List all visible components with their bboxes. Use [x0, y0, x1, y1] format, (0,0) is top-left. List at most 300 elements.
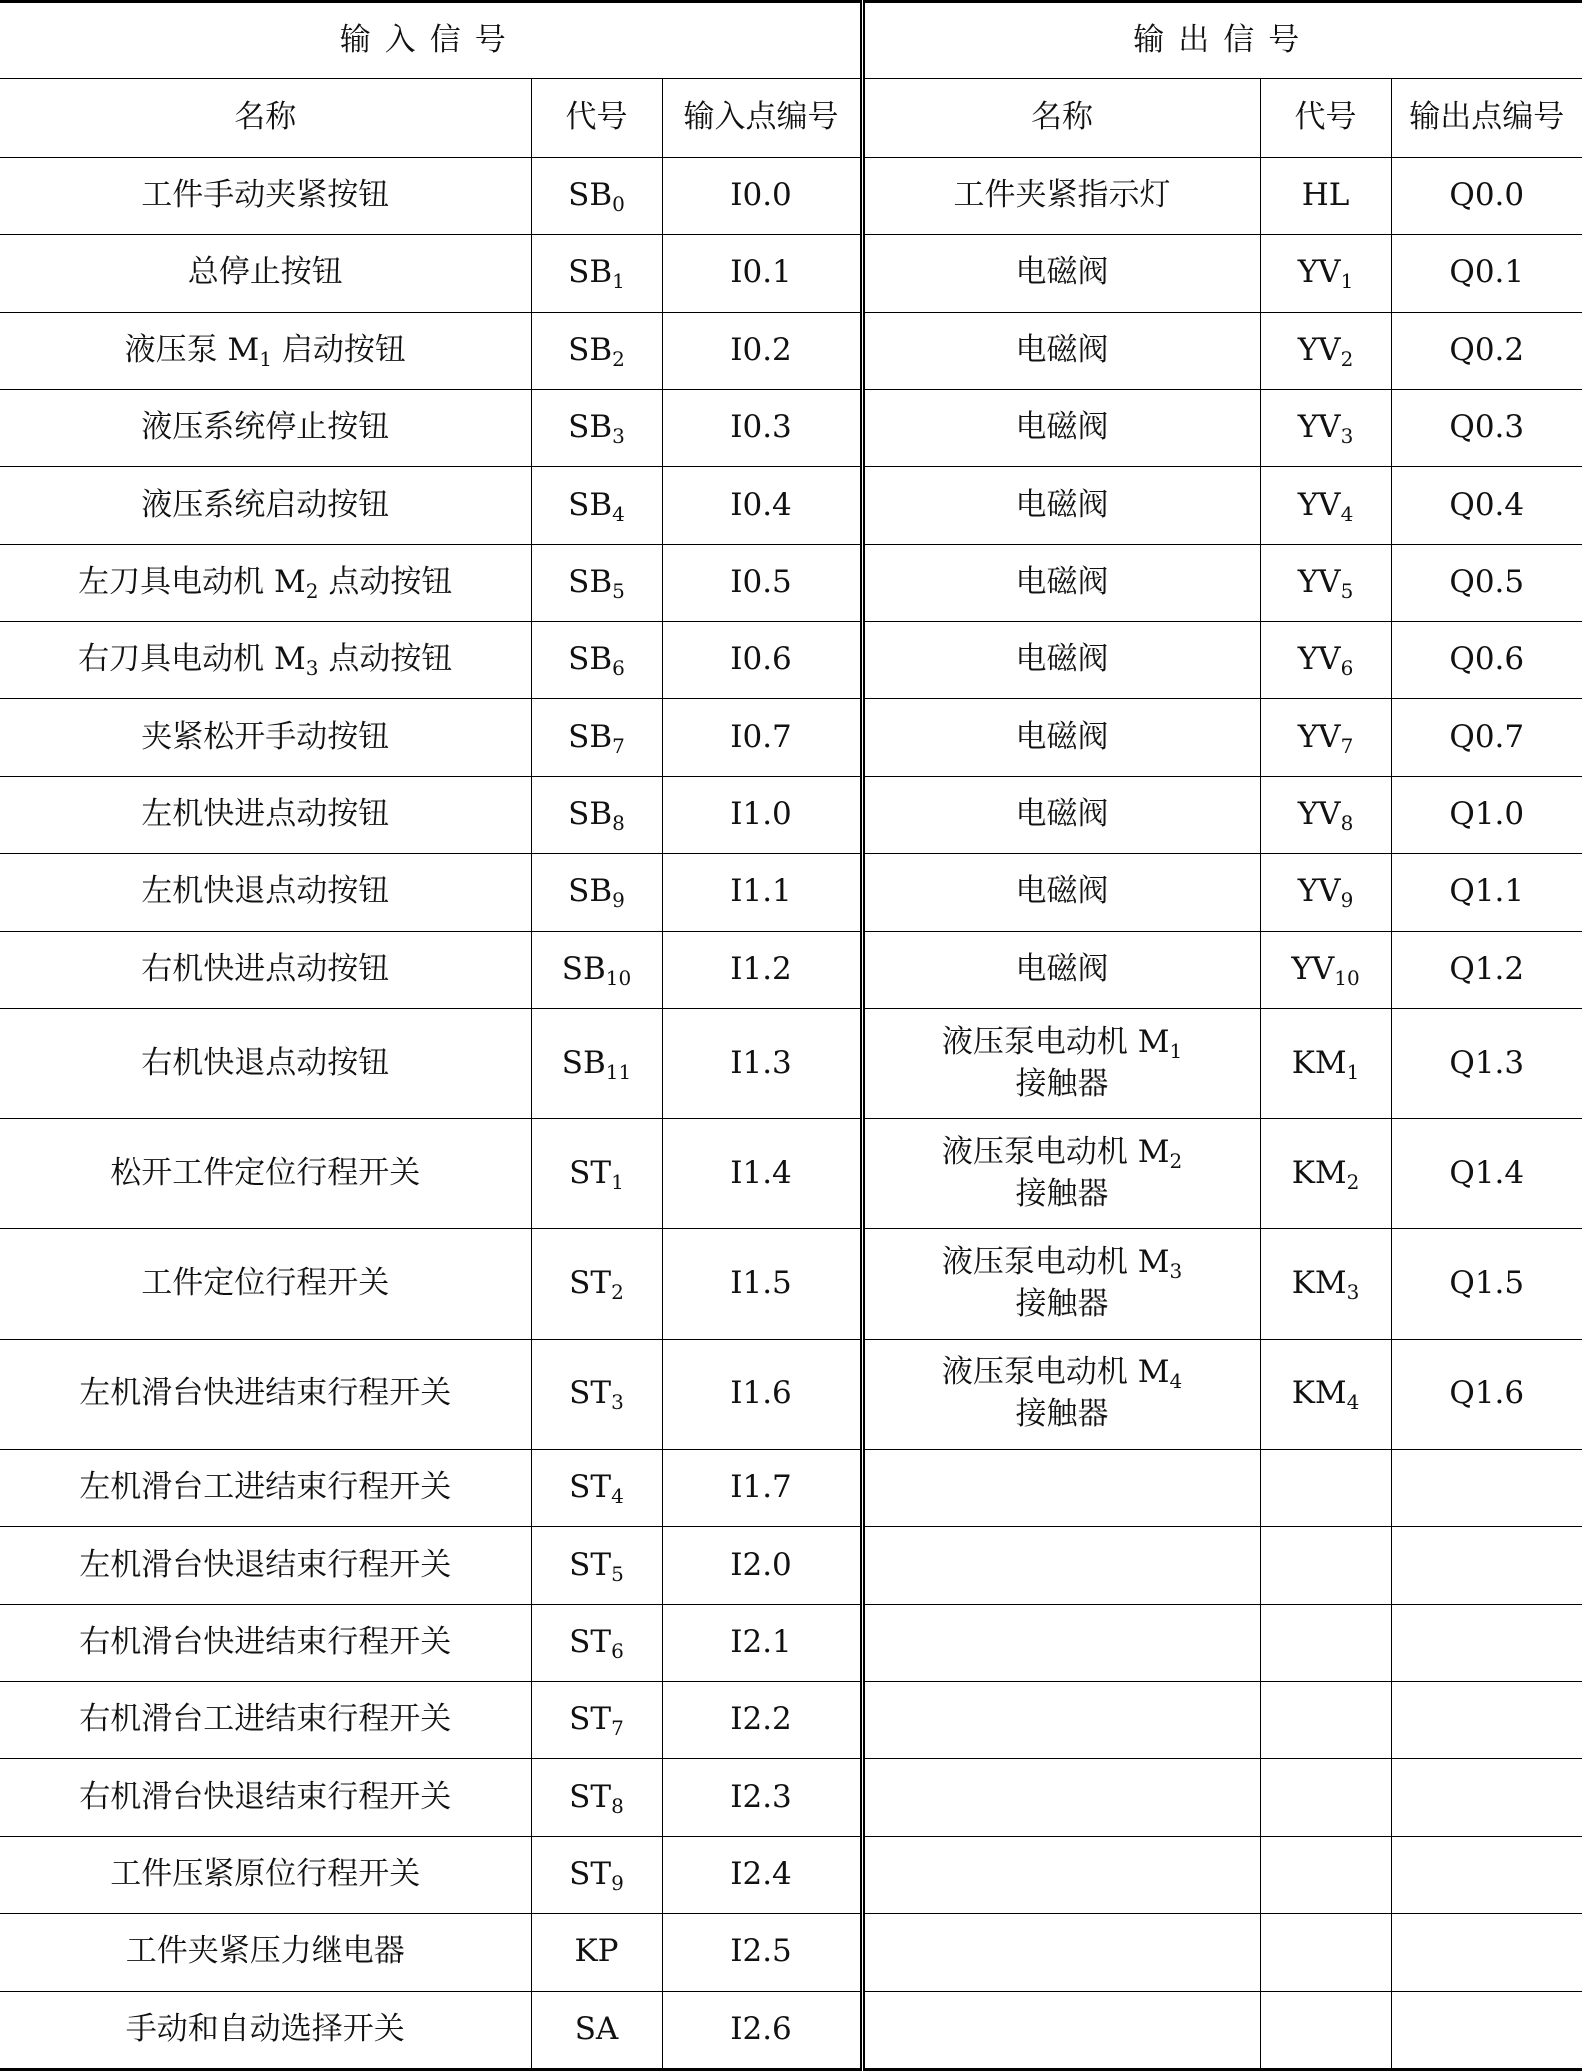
output-name-cell: [862, 1914, 1260, 1991]
col-header-input-point: 输入点编号: [662, 78, 862, 157]
input-point-text: I1.7: [730, 1469, 792, 1506]
table-row: [0, 1836, 1582, 1913]
table-row: [0, 1604, 1582, 1681]
output-point-text: Q1.5: [1449, 1265, 1525, 1302]
output-code-cell: [1260, 1836, 1391, 1913]
input-point-cell: [662, 699, 862, 776]
table-row: [0, 1449, 1582, 1526]
output-code-cell: [1260, 1119, 1391, 1229]
output-name-cell: [862, 544, 1260, 621]
output-code-cell: [1260, 699, 1391, 776]
table-row: [0, 854, 1582, 931]
table-row: [0, 312, 1582, 389]
output-name-cell: [862, 1339, 1260, 1449]
input-point-text: I0.0: [730, 177, 792, 214]
table-row: [0, 235, 1582, 312]
input-point-text: I1.3: [730, 1044, 792, 1081]
output-point-cell: [1391, 1991, 1582, 2070]
output-point-cell: [1391, 1449, 1582, 1526]
output-name-cell: [862, 1604, 1260, 1681]
input-code-text: SB: [568, 254, 613, 291]
input-name-cell: [0, 1604, 531, 1681]
output-name-text: 液压泵电动机 M: [941, 1354, 1170, 1391]
output-code-cell: [1260, 1008, 1391, 1118]
output-code-cell: [1260, 312, 1391, 389]
output-name-text: 液压泵电动机 M: [941, 1244, 1170, 1281]
input-name-cell: [0, 1229, 531, 1339]
input-point-cell: [662, 1008, 862, 1118]
output-code-text: KM: [1291, 1375, 1347, 1412]
table-row: [0, 157, 1582, 234]
input-point-text: I1.5: [730, 1265, 792, 1302]
output-name-line2: 接触器: [1015, 1286, 1109, 1322]
output-code-cell: [1260, 157, 1391, 234]
input-point-cell: [662, 1119, 862, 1229]
input-name-cell: [0, 699, 531, 776]
output-code-subscript: 5: [1340, 578, 1354, 603]
output-name-cell: [862, 1759, 1260, 1836]
input-point-cell: [662, 1759, 862, 1836]
output-point-cell: [1391, 1229, 1582, 1339]
output-point-cell: [1391, 1008, 1582, 1118]
input-point-text: I2.0: [730, 1546, 792, 1583]
input-code-text: ST: [569, 1154, 612, 1191]
input-point-text: I0.1: [730, 254, 792, 291]
output-code-subscript: 2: [1346, 1169, 1360, 1194]
output-point-text: Q1.4: [1449, 1154, 1525, 1191]
input-code-text: SB: [568, 486, 613, 523]
output-name-cell: [862, 1119, 1260, 1229]
output-point-cell: [1391, 544, 1582, 621]
output-name-subscript: 3: [1169, 1259, 1183, 1284]
output-point-cell: [1391, 389, 1582, 466]
output-name-cell: [862, 467, 1260, 544]
output-code-cell: [1260, 544, 1391, 621]
input-point-text: I1.2: [730, 950, 792, 987]
input-code-cell: [531, 544, 662, 621]
input-name-cell: [0, 622, 531, 699]
output-name-text: 电磁阀: [1015, 563, 1109, 600]
output-point-text: Q1.6: [1449, 1375, 1525, 1412]
input-code-text: SB: [568, 177, 613, 214]
input-name-text: 夹紧松开手动按钮: [141, 718, 390, 755]
input-code-text: KP: [574, 1933, 619, 1970]
output-point-cell: [1391, 157, 1582, 234]
input-point-text: I1.6: [730, 1375, 792, 1412]
output-point-cell: [1391, 699, 1582, 776]
input-code-text: SB: [568, 563, 613, 600]
input-name-cell: [0, 389, 531, 466]
input-name-cell: [0, 312, 531, 389]
output-name-cell: [862, 1527, 1260, 1604]
input-point-cell: [662, 1682, 862, 1759]
input-code-subscript: 4: [612, 501, 625, 526]
output-code-text: YV: [1297, 331, 1341, 368]
output-name-cell: [862, 1836, 1260, 1913]
input-point-text: I0.6: [730, 641, 792, 678]
output-code-cell: [1260, 1914, 1391, 1991]
output-code-cell: [1260, 389, 1391, 466]
output-name-cell: [862, 235, 1260, 312]
output-point-text: Q1.2: [1449, 950, 1525, 987]
output-point-text: Q0.0: [1449, 177, 1525, 214]
input-name-text: 工件夹紧压力继电器: [125, 1933, 405, 1970]
input-name-cell: [0, 931, 531, 1008]
input-point-cell: [662, 1604, 862, 1681]
output-name-cell: [862, 157, 1260, 234]
table-row: [0, 699, 1582, 776]
output-point-text: Q0.3: [1449, 409, 1525, 446]
input-code-cell: [531, 699, 662, 776]
input-code-subscript: 3: [612, 424, 625, 449]
input-name-text: 左机快退点动按钮: [141, 873, 390, 910]
input-code-cell: [531, 312, 662, 389]
output-code-subscript: 4: [1346, 1390, 1360, 1415]
input-code-subscript: 8: [612, 811, 625, 836]
input-code-subscript: 6: [611, 1638, 624, 1663]
input-code-text: ST: [569, 1856, 612, 1893]
input-code-cell: [531, 1914, 662, 1991]
input-point-cell: [662, 1836, 862, 1913]
input-name-text: 右机滑台工进结束行程开关: [79, 1701, 452, 1738]
input-code-text: SB: [568, 796, 613, 833]
input-name-cell: [0, 467, 531, 544]
input-name-subscript: 2: [305, 578, 319, 603]
input-point-cell: [662, 1229, 862, 1339]
output-code-subscript: 1: [1346, 1059, 1360, 1084]
table-row: [0, 1119, 1582, 1229]
output-code-text: YV: [1297, 641, 1341, 678]
input-point-text: I0.2: [730, 331, 792, 368]
output-code-cell: [1260, 467, 1391, 544]
input-name-cell: [0, 235, 531, 312]
input-code-cell: [531, 1449, 662, 1526]
table-row: [0, 1339, 1582, 1449]
input-name-cell: [0, 1914, 531, 1991]
input-code-cell: [531, 1682, 662, 1759]
input-code-subscript: 1: [612, 269, 625, 294]
col-header-output-name: 名称: [862, 78, 1260, 157]
input-code-subscript: 10: [605, 965, 632, 990]
col-header-input-name: 名称: [0, 78, 531, 157]
input-name-text: 右机快进点动按钮: [141, 950, 390, 987]
output-code-cell: [1260, 931, 1391, 1008]
input-name-text: 液压系统停止按钮: [141, 409, 390, 446]
input-code-subscript: 0: [612, 192, 625, 217]
output-name-cell: [862, 1991, 1260, 2070]
input-name-text: 液压系统启动按钮: [141, 486, 390, 523]
output-name-cell: [862, 699, 1260, 776]
output-code-cell: [1260, 776, 1391, 853]
output-point-text: Q1.3: [1449, 1044, 1525, 1081]
input-name-cell: [0, 1119, 531, 1229]
output-point-cell: [1391, 931, 1582, 1008]
output-point-text: Q0.1: [1449, 254, 1525, 291]
table-row: [0, 622, 1582, 699]
input-name-text: 工件定位行程开关: [141, 1265, 390, 1302]
input-code-cell: [531, 1836, 662, 1913]
output-code-cell: [1260, 1604, 1391, 1681]
output-code-text: YV: [1297, 796, 1341, 833]
input-name-cell: [0, 854, 531, 931]
input-code-subscript: 2: [612, 346, 625, 371]
output-code-cell: [1260, 1339, 1391, 1449]
input-point-text: I0.5: [730, 563, 792, 600]
input-point-text: I1.0: [730, 796, 792, 833]
output-code-subscript: 1: [1340, 269, 1354, 294]
input-code-subscript: 4: [611, 1484, 624, 1509]
output-name-text: 电磁阀: [1015, 950, 1109, 987]
output-code-cell: [1260, 1229, 1391, 1339]
output-code-subscript: 9: [1340, 888, 1354, 913]
input-code-subscript: 5: [611, 1561, 624, 1586]
output-point-cell: [1391, 854, 1582, 931]
output-code-text: KM: [1291, 1044, 1347, 1081]
input-code-text: ST: [569, 1701, 612, 1738]
input-point-cell: [662, 931, 862, 1008]
output-name-text: 电磁阀: [1015, 486, 1109, 523]
table-row: [0, 931, 1582, 1008]
input-point-cell: [662, 1339, 862, 1449]
output-group-label: 输出信号: [1133, 21, 1314, 58]
input-name-cell: [0, 1449, 531, 1526]
input-name-text: 松开工件定位行程开关: [110, 1154, 421, 1191]
input-point-text: I0.3: [730, 409, 792, 446]
output-point-text: Q0.5: [1449, 563, 1525, 600]
output-code-subscript: 6: [1340, 656, 1354, 681]
input-point-text: I1.4: [730, 1154, 792, 1191]
input-code-subscript: 6: [612, 656, 625, 681]
input-point-text: I1.1: [730, 873, 792, 910]
input-name-tail: 点动按钮: [318, 563, 453, 600]
input-name-cell: [0, 1339, 531, 1449]
input-code-text: ST: [569, 1375, 612, 1412]
input-name-tail: 点动按钮: [318, 641, 453, 678]
input-code-text: ST: [569, 1623, 612, 1660]
input-name-text: 工件压紧原位行程开关: [110, 1856, 421, 1893]
input-name-text: 右机滑台快退结束行程开关: [79, 1778, 452, 1815]
input-point-cell: [662, 622, 862, 699]
input-point-text: I2.6: [730, 2010, 792, 2047]
output-name-cell: [862, 1229, 1260, 1339]
input-point-cell: [662, 235, 862, 312]
output-name-cell: [862, 622, 1260, 699]
input-point-text: I0.7: [730, 718, 792, 755]
input-code-subscript: 7: [611, 1716, 624, 1741]
input-name-text: 液压泵 M: [124, 331, 260, 368]
output-point-text: Q1.1: [1449, 873, 1525, 910]
input-name-cell: [0, 1991, 531, 2070]
input-code-cell: [531, 467, 662, 544]
input-name-subscript: 1: [259, 346, 272, 371]
output-code-text: KM: [1291, 1265, 1347, 1302]
output-name-cell: [862, 931, 1260, 1008]
output-code-cell: [1260, 1759, 1391, 1836]
input-name-text: 右机滑台快进结束行程开关: [79, 1623, 452, 1660]
output-code-text: YV: [1297, 563, 1341, 600]
output-name-cell: [862, 389, 1260, 466]
table-row: [0, 1682, 1582, 1759]
input-name-text: 左机快进点动按钮: [141, 796, 390, 833]
output-name-text: 电磁阀: [1015, 331, 1109, 368]
input-code-text: SB: [568, 641, 613, 678]
output-code-text: YV: [1291, 950, 1335, 987]
input-code-text: SB: [568, 409, 613, 446]
output-point-cell: [1391, 1604, 1582, 1681]
output-point-cell: [1391, 622, 1582, 699]
input-point-text: I2.2: [730, 1701, 792, 1738]
input-point-text: I2.3: [730, 1778, 792, 1815]
output-code-text: YV: [1297, 409, 1341, 446]
output-code-cell: [1260, 1991, 1391, 2070]
output-name-line2: 接触器: [1015, 1175, 1109, 1212]
input-name-cell: [0, 544, 531, 621]
output-code-text: YV: [1297, 486, 1341, 523]
output-name-cell: [862, 1008, 1260, 1118]
output-code-cell: [1260, 1449, 1391, 1526]
table-row: [0, 1914, 1582, 1991]
input-code-subscript: 3: [611, 1390, 624, 1415]
input-name-text: 左机滑台工进结束行程开关: [79, 1469, 452, 1506]
output-code-text: KM: [1291, 1154, 1347, 1191]
table-row: [0, 1008, 1582, 1118]
table-row: [0, 544, 1582, 621]
table-row: [0, 1229, 1582, 1339]
input-point-text: I2.5: [730, 1933, 792, 1970]
input-code-cell: [531, 1119, 662, 1229]
output-code-text: YV: [1297, 873, 1341, 910]
input-point-cell: [662, 544, 862, 621]
input-code-subscript: 9: [611, 1871, 624, 1896]
output-point-text: Q0.2: [1449, 331, 1525, 368]
output-name-text: 电磁阀: [1015, 873, 1109, 910]
input-code-subscript: 11: [605, 1059, 632, 1084]
input-code-text: ST: [569, 1546, 612, 1583]
output-name-cell: [862, 776, 1260, 853]
output-code-subscript: 4: [1340, 501, 1354, 526]
output-name-text: 工件夹紧指示灯: [953, 177, 1171, 214]
output-group-header: [862, 2, 1582, 79]
input-point-cell: [662, 312, 862, 389]
input-name-text: 左机滑台快退结束行程开关: [79, 1546, 452, 1583]
output-point-cell: [1391, 467, 1582, 544]
table-row: [0, 389, 1582, 466]
input-code-text: SB: [568, 873, 613, 910]
input-code-subscript: 2: [611, 1280, 624, 1305]
input-code-cell: [531, 1991, 662, 2070]
input-point-cell: [662, 1449, 862, 1526]
input-name-cell: [0, 1682, 531, 1759]
output-code-subscript: 7: [1340, 733, 1354, 758]
output-name-line2: 接触器: [1015, 1065, 1109, 1102]
output-code-subscript: 3: [1340, 424, 1354, 449]
output-code-cell: [1260, 1527, 1391, 1604]
table-row: [0, 1991, 1582, 2070]
table-row: [0, 1527, 1582, 1604]
input-code-text: ST: [569, 1778, 612, 1815]
output-name-text: 电磁阀: [1015, 254, 1109, 291]
input-group-label: 输入信号: [339, 21, 520, 58]
input-code-cell: [531, 235, 662, 312]
input-code-subscript: 5: [612, 578, 625, 603]
input-code-cell: [531, 1759, 662, 1836]
input-code-cell: [531, 1339, 662, 1449]
output-point-cell: [1391, 1339, 1582, 1449]
output-code-subscript: 10: [1334, 965, 1360, 990]
input-code-subscript: 8: [611, 1793, 624, 1818]
output-point-text: Q1.0: [1449, 796, 1525, 833]
output-name-cell: [862, 854, 1260, 931]
input-point-cell: [662, 467, 862, 544]
input-name-text: 右刀具电动机 M: [78, 641, 306, 678]
output-point-text: Q0.7: [1449, 718, 1525, 755]
output-point-cell: [1391, 1759, 1582, 1836]
output-name-text: 电磁阀: [1015, 796, 1109, 833]
col-header-output-point: 输出点编号: [1391, 78, 1582, 157]
output-code-cell: [1260, 622, 1391, 699]
input-name-text: 工件手动夹紧按钮: [141, 177, 390, 214]
output-point-cell: [1391, 1527, 1582, 1604]
output-name-cell: [862, 1682, 1260, 1759]
output-code-text: YV: [1297, 254, 1341, 291]
output-point-cell: [1391, 235, 1582, 312]
table-body: [0, 2, 1582, 2070]
input-code-cell: [531, 931, 662, 1008]
output-point-cell: [1391, 1914, 1582, 1991]
output-point-text: Q0.4: [1449, 486, 1525, 523]
output-name-subscript: 2: [1169, 1148, 1183, 1173]
input-name-tail: 启动按钮: [271, 331, 406, 368]
output-point-cell: [1391, 312, 1582, 389]
input-code-cell: [531, 776, 662, 853]
output-name-text: 电磁阀: [1015, 409, 1109, 446]
input-point-cell: [662, 389, 862, 466]
output-name-subscript: 1: [1169, 1038, 1183, 1063]
input-code-text: SB: [568, 718, 613, 755]
output-point-cell: [1391, 1682, 1582, 1759]
input-point-cell: [662, 1991, 862, 2070]
output-code-subscript: 2: [1340, 346, 1354, 371]
input-code-subscript: 7: [612, 733, 625, 758]
output-point-cell: [1391, 1119, 1582, 1229]
output-code-text: HL: [1301, 177, 1350, 214]
output-name-text: 电磁阀: [1015, 641, 1109, 678]
input-point-cell: [662, 1914, 862, 1991]
input-code-cell: [531, 1604, 662, 1681]
output-name-cell: [862, 1449, 1260, 1526]
input-code-text: ST: [569, 1469, 612, 1506]
input-point-text: I2.4: [730, 1856, 792, 1893]
col-header-output-code: 代号: [1260, 78, 1391, 157]
input-name-text: 右机快退点动按钮: [141, 1044, 390, 1081]
input-name-cell: [0, 1008, 531, 1118]
input-code-cell: [531, 389, 662, 466]
input-name-text: 左刀具电动机 M: [78, 563, 306, 600]
input-code-text: SB: [561, 1044, 606, 1081]
output-name-text: 液压泵电动机 M: [941, 1133, 1170, 1170]
output-point-cell: [1391, 776, 1582, 853]
output-point-cell: [1391, 1836, 1582, 1913]
input-code-cell: [531, 157, 662, 234]
output-name-line2: 接触器: [1015, 1396, 1109, 1433]
input-name-cell: [0, 1759, 531, 1836]
output-name-subscript: 4: [1169, 1369, 1183, 1394]
input-name-text: 手动和自动选择开关: [125, 2010, 405, 2047]
output-code-cell: [1260, 235, 1391, 312]
output-name-text: 液压泵电动机 M: [941, 1023, 1170, 1060]
output-code-subscript: 8: [1340, 811, 1354, 836]
input-code-text: SA: [574, 2010, 619, 2047]
